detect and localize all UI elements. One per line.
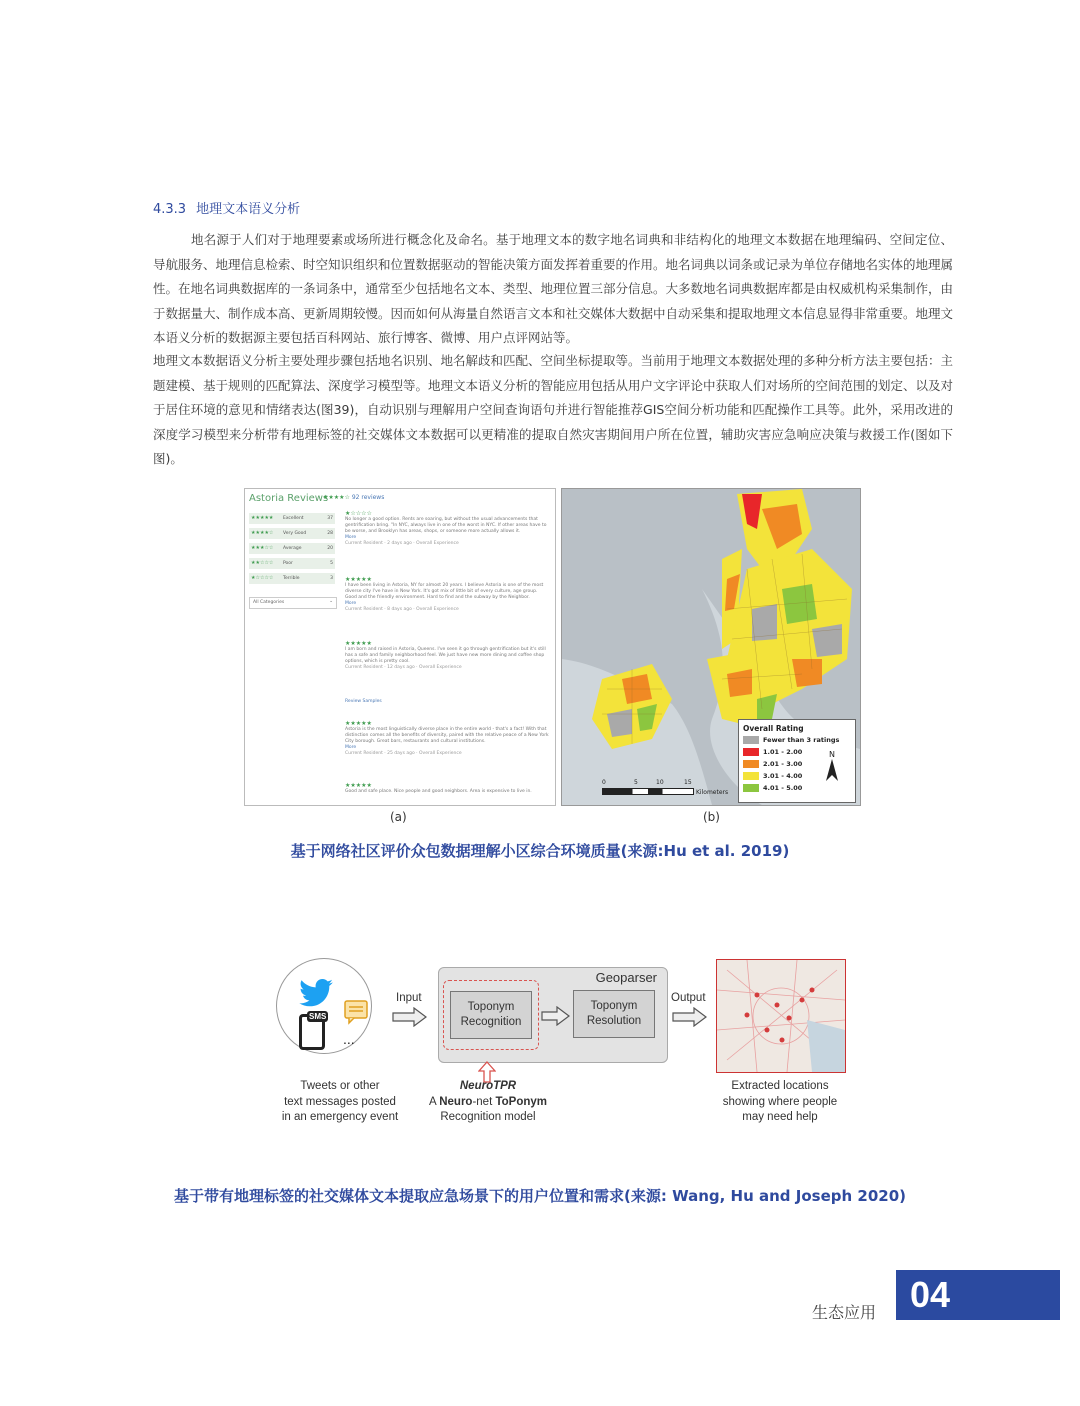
source-line: Tweets or other [300,1080,380,1092]
legend-label: 2.01 - 3.00 [763,760,803,768]
message-icon [343,999,369,1025]
sms-badge: SMS [309,1012,327,1021]
chevron-down-icon: ⌄ [329,599,333,604]
rating-row [249,543,335,554]
review-more-link: More [345,601,357,606]
scale-tick: 5 [634,779,638,786]
figure-1 [244,488,862,826]
review-text: No longer a good option. Rents are soaring, but without the usual advancements that gentrification bring. "In NYC, always live in one of the worst in NYC. If other areas have to be worse, and Brooklyn has areas, shops, or someone more actually allows it. [345,517,547,534]
rating-stars: ★☆☆☆☆ [251,575,274,581]
review-text: I have been living in Astoria, NY for almost 20 years. I believe Astoria is one of the most diverse city I've have in New York. It's got mix of little bit of every culture, age group. Good and the friendly environment. Hard to find and the subway by the Neighbor. [345,583,544,600]
model-name: NeuroTPR [459,1080,517,1092]
review-more-link: More [345,535,357,540]
source-circle [276,958,372,1054]
rating-stars: ★★☆☆☆ [251,560,274,566]
rating-label: Very Good [283,531,307,536]
footer-chapter-box [896,1270,1060,1320]
rating-row [249,528,335,539]
rating-count: 3 [330,576,333,581]
source-caption [260,1079,420,1126]
review-item [345,783,549,795]
review-count: 92 reviews [351,494,385,501]
review-more-link: More [345,745,357,750]
review-text: I am born and raised in Astoria, Queens. I've seen it go through gentrification but it's still has a safe and family neighborhood feel. We just have new more dining and coffee shop options, which is pretty cool. [345,647,546,664]
scale-bar [600,779,740,801]
legend-swatch [743,784,759,792]
reviews-summary [323,494,384,501]
step-arrow-icon [541,1006,571,1026]
scale-tick: 0 [602,779,606,786]
section-heading [153,198,310,217]
step2-line1: Toponym [590,1000,638,1012]
toponym-recognition-box [450,991,532,1039]
output-line: showing where people [722,1095,838,1108]
category-select [249,597,337,609]
rating-count: 5 [330,561,333,566]
legend-title: Overall Rating [743,724,804,733]
legend-row [743,784,802,793]
source-line: text messages posted [284,1095,396,1108]
twitter-bird-icon [299,979,333,1007]
rating-map [561,488,861,806]
step1-line2: Recognition [460,1016,522,1028]
model-line-3: Recognition model [440,1111,536,1123]
rating-count: 20 [327,546,333,551]
rating-label: Terrible [283,576,300,581]
review-item [345,511,549,547]
review-text: Good and safe place. Nice people and good neighbors. Area is expensive to live in. [345,789,532,794]
output-label: Output [671,992,706,1004]
output-line: may need help [742,1111,818,1123]
legend-row [743,760,802,769]
rating-row [249,558,335,569]
review-meta: Current Resident · 12 days ago · Overall Experience [345,665,462,670]
rating-label: Excellent [283,516,304,521]
reviews-panel [244,488,556,806]
rating-count: 28 [327,531,333,536]
review-item [345,641,549,671]
paragraph-1: 地名源于人们对于地理要素或场所进行概念化及命名。基于地理文本的数字地名词典和非结构化的地理文本数据在地理编码、空间定位、导航服务、地理信息检索、时空知识组织和位置数据驱动的智能决策方面发挥着重要的作用。地名词典以词条或记录为单位存储地名实体的地理属性。在地名词典数据库的一条词条中，通常至少包括地名文本、类型、地理位置三部分信息。大多数地名词典数据库都是由权威机构采集制作，由于数据量大、制作成本高、更新周期较慢。因而如何从海量自然语言文本和社交媒体大数据中自动采集和提取地理文本信息显得非常重要。地理文本语义分析的数据源主要包括百科网站、旅行博客、微博、用户点评网站等。 [153,232,954,345]
output-arrow-icon [672,1007,708,1027]
toponym-resolution-box [573,990,655,1038]
rating-count: 37 [327,516,333,521]
legend-swatch [743,748,759,756]
summary-stars: ★★★★☆ [323,494,350,501]
section-title: 地理文本语义分析 [196,202,301,217]
scale-tick: 15 [684,779,692,786]
output-line: Extracted locations [731,1080,829,1092]
review-stars: ★☆☆☆☆ [345,510,372,517]
legend-row [743,748,802,757]
category-select-value: All Categories [253,600,285,605]
scale-unit: Kilometers [696,789,729,796]
north-arrow-icon [825,759,839,781]
legend-label: Fewer than 3 ratings [763,736,840,744]
review-stars: ★★★★★ [345,782,372,789]
section-number: 4.3.3 [153,202,187,217]
figure-2 [270,955,850,1135]
legend-row [743,772,802,781]
model-description [416,1079,560,1126]
scale-tick: 10 [656,779,664,786]
reviews-title: Astoria Reviews [249,493,329,504]
rating-stars: ★★★★☆ [251,530,274,536]
review-stars: ★★★★★ [345,640,372,647]
north-arrow [825,750,839,783]
review-item [345,577,549,613]
recognition-dashed-box [443,980,539,1050]
legend-swatch [743,760,759,768]
rating-row [249,513,335,524]
input-label: Input [396,992,422,1004]
scale-graphic [602,788,694,795]
review-stars: ★★★★★ [345,720,372,727]
north-label: N [829,750,835,759]
panel-a-label: (a) [390,810,407,824]
step1-line1: Toponym [467,1001,515,1013]
rating-stars: ★★★☆☆ [251,545,274,551]
houston-map-graphic [717,960,845,1072]
panel-b-label: (b) [703,810,720,824]
legend-row [743,736,839,745]
footer-chapter-number: 04 [910,1274,951,1315]
review-item [345,721,549,757]
rating-stars: ★★★★★ [251,515,274,521]
review-meta: Current Resident · 25 days ago · Overall Experience [345,751,462,756]
review-samples-label: Review Samples [345,699,382,704]
review-stars: ★★★★★ [345,576,372,583]
legend-swatch [743,772,759,780]
input-arrow-icon [392,1007,428,1027]
legend-swatch [743,736,759,744]
legend-label: 4.01 - 5.00 [763,784,803,792]
figure-2-caption: 基于带有地理标签的社交媒体文本提取应急场景下的用户位置和需求(来源: Wang, Hu and Joseph 2020) [174,1187,906,1205]
model-line-2: A Neuro-net ToPonym [428,1095,548,1108]
legend-label: 1.01 - 2.00 [763,748,803,756]
paragraph-2: 地理文本数据语义分析主要处理步骤包括地名识别、地名解歧和匹配、空间坐标提取等。当前用于地理文本数据处理的多种分析方法主要包括：主题建模、基于规则的匹配算法、深度学习模型等。地理文本语义分析的智能应用包括从用户文字评论中获取人们对场所的空间范围的划定、以及对于居住环境的意见和情绪表达(图39)，自动识别与理解用户空间查询语句并进行智能推荐GIS空间分析功能和匹配操作工具等。此外，采用改进的深度学习模型来分析带有地理标签的社交媒体文本数据可以更精准的提取自然灾害期间用户所在位置，辅助灾害应急响应决策与救援工作(图如下图)。 [153,353,954,466]
geoparser-title: Geoparser [595,970,657,985]
ellipsis: ... [343,1031,355,1047]
output-map-thumbnail [716,959,846,1073]
output-caption [700,1079,860,1126]
source-line: in an emergency event [281,1111,399,1123]
figure-1-caption: 基于网络社区评价众包数据理解小区综合环境质量(来源:Hu et al. 2019) [290,842,790,860]
rating-label: Poor [283,561,293,566]
review-meta: Current Resident · 2 days ago · Overall Experience [345,541,459,546]
legend-label: 3.01 - 4.00 [763,772,803,780]
map-legend [738,719,856,803]
review-meta: Current Resident · 8 days ago · Overall Experience [345,607,459,612]
footer-section-name: 生态应用 [812,1303,877,1322]
geoparser-box [438,967,668,1063]
step2-line2: Resolution [586,1015,642,1027]
review-samples-link [345,699,549,705]
review-text: Astoria is the most linguistically diverse place in the entire world - that's a fact! With that distinction comes all the benefits of diversity, paired with the relative peace of a New York City borough. Great bars, restaurants and cultural institutions. [345,727,549,744]
rating-label: Average [283,546,302,551]
rating-row [249,573,335,584]
